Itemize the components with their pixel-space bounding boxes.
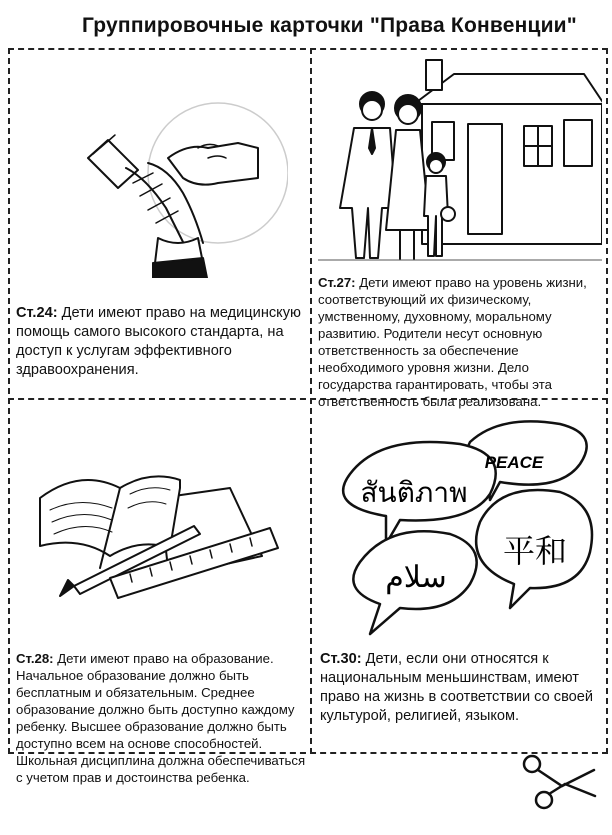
article-text: Дети, если они относятся к национальным меньшинствам, имеют право на жизнь в соответствии со своей культурой, религией, языком. [320, 651, 594, 724]
article-number: Ст.28: [16, 651, 54, 666]
bubble-arabic: سلام [385, 561, 447, 594]
books-pencil-ruler-illustration [30, 438, 290, 608]
scissors-icon [520, 752, 600, 812]
card-text [320, 650, 604, 726]
card-article-24 [8, 48, 310, 398]
bubble-chinese: 平和 [502, 533, 568, 569]
article-number: Ст.27: [318, 275, 356, 290]
article-text: Дети имеют право на образование. Начальное образование должно быть бесплатным и обязательным. Среднее образование должно быть доступно каждому ребенку. Высшее образование должно быть доступно всем на основе способностей. Школьная дисциплина должна обеспечиваться с учетом прав и достоинства ребенка. [16, 651, 306, 785]
hands-bandage-illustration [48, 78, 288, 278]
article-text: Дети имеют право на уровень жизни, соответствующий их физическому, умственному, духовному, моральному развитию. Родители несут основную ответственность за обеспечение необходимого уровня жизни. Дело государства гарантировать, чтобы эта ответственность была реализована. [318, 275, 587, 409]
article-text: Дети имеют право на медицинскую помощь самого высокого стандарта, на доступ к услугам эффективного здравоохранения. [16, 305, 301, 378]
cards-grid [8, 48, 608, 785]
bubble-english: PEACE [484, 453, 544, 472]
card-text [16, 304, 304, 380]
card-article-27 [310, 48, 608, 409]
card-text [16, 650, 306, 786]
article-number: Ст.24: [16, 305, 58, 321]
page-title: Группировочные карточки "Права Конвенции" [82, 14, 577, 37]
bubble-thai: สันติภาพ [360, 477, 468, 508]
article-number: Ст.30: [320, 651, 362, 667]
card-article-28 [8, 398, 310, 785]
card-text [318, 274, 604, 410]
family-house-illustration [318, 54, 602, 264]
speech-bubbles-illustration [330, 412, 600, 652]
card-article-30 [310, 398, 608, 754]
